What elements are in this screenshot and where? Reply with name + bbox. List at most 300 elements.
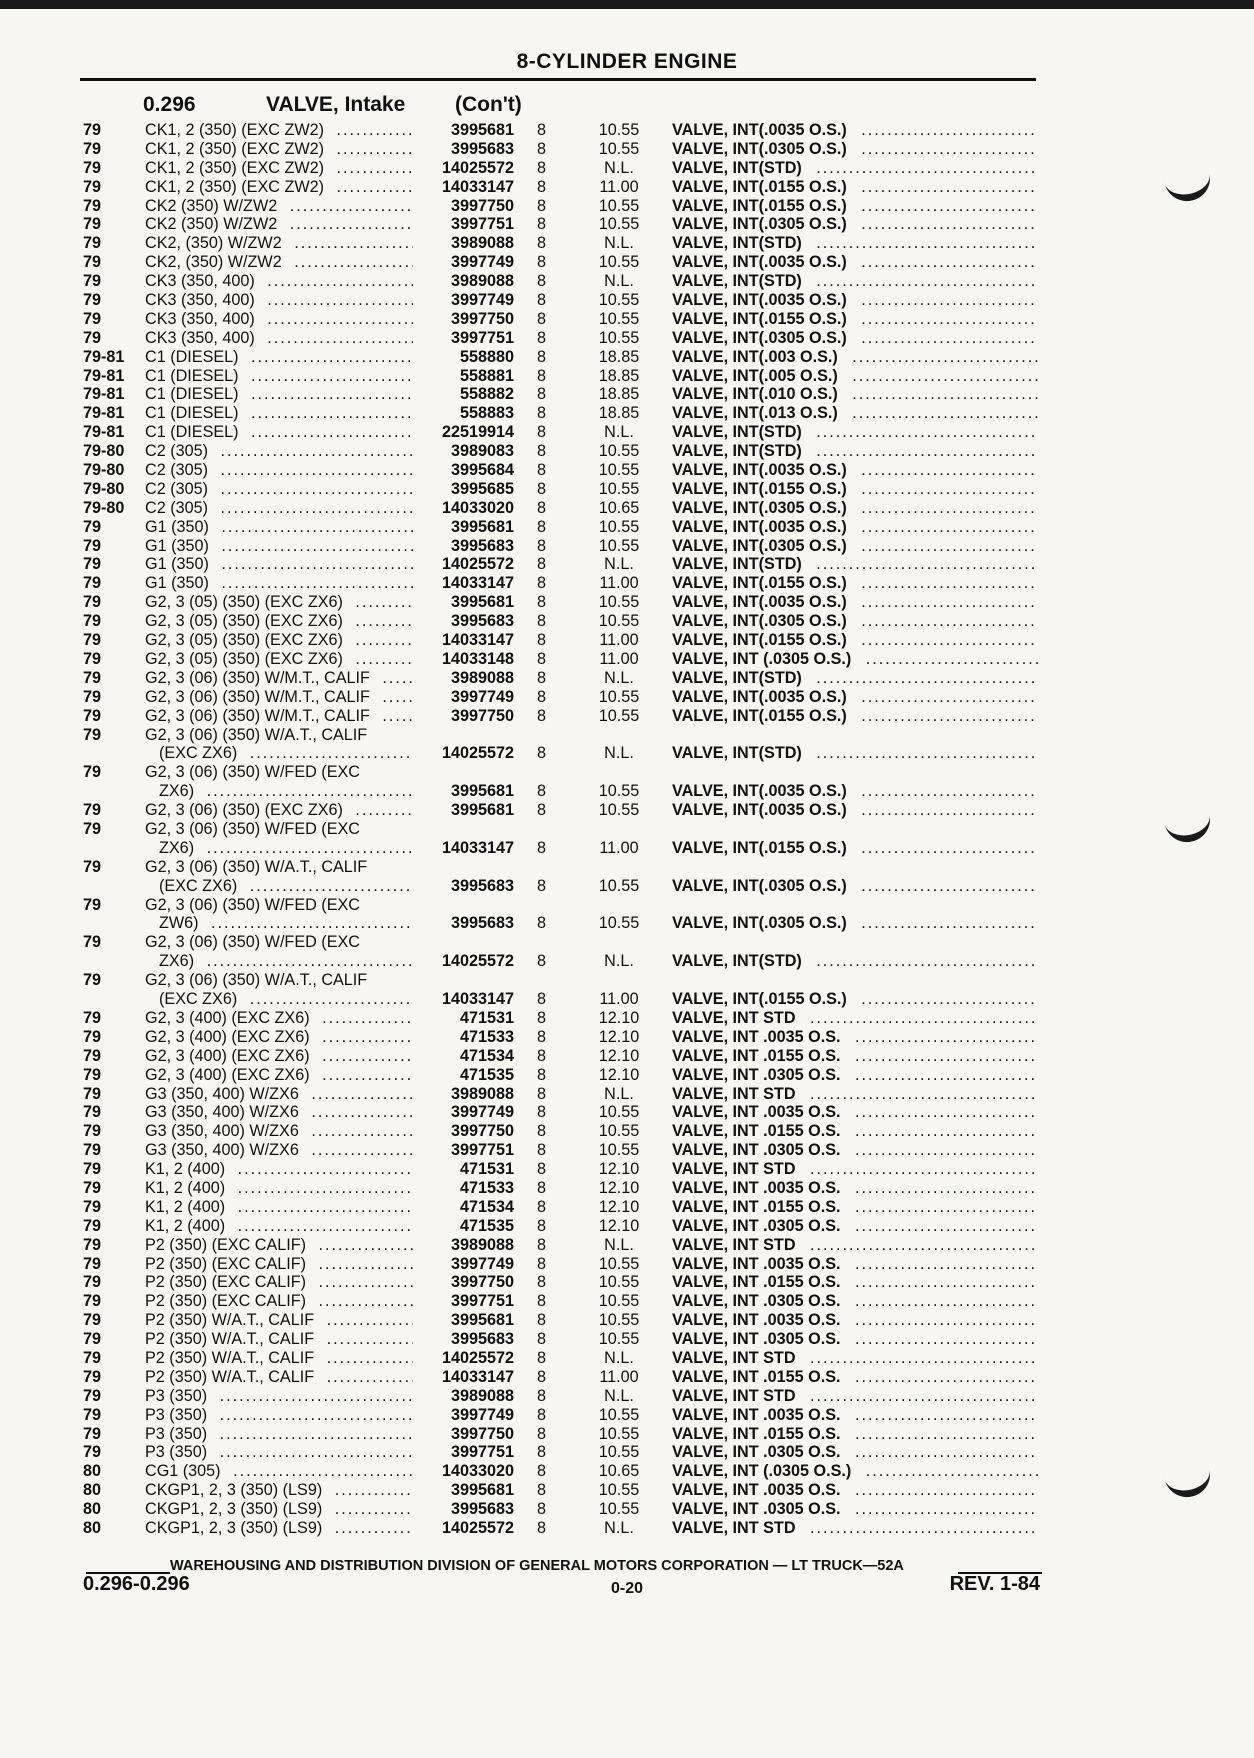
row-quantity: 8 bbox=[537, 272, 547, 291]
table-row bbox=[0, 423, 1254, 442]
row-part-number: 14033147 bbox=[441, 990, 514, 1009]
section-code: 0.296 bbox=[143, 93, 196, 116]
row-model: G2, 3 (06) (350) W/FED (EXC bbox=[145, 933, 413, 952]
row-part-number: 3997749 bbox=[450, 1405, 514, 1424]
top-border-rule bbox=[0, 0, 1254, 9]
row-price: 10.55 bbox=[598, 593, 640, 612]
row-quantity: 8 bbox=[537, 990, 547, 1009]
table-row bbox=[0, 537, 1254, 556]
row-model: G3 (350, 400) W/ZX6 ..... bbox=[145, 1085, 413, 1104]
row-model: CKGP1, 2, 3 (350) (LS9) ..... bbox=[145, 1500, 413, 1519]
row-quantity: 8 bbox=[537, 366, 547, 385]
row-quantity: 8 bbox=[537, 442, 547, 461]
row-year: 79 bbox=[83, 517, 102, 536]
row-model: P2 (350) W/A.T., CALIF ..... bbox=[145, 1349, 413, 1368]
row-description: VALVE, INT(.0155 O.S.) ..... bbox=[672, 839, 1038, 858]
row-price: 10.55 bbox=[598, 1424, 640, 1443]
row-price: 10.55 bbox=[598, 461, 640, 480]
row-year: 79 bbox=[83, 121, 102, 139]
table-row bbox=[0, 253, 1254, 272]
row-year: 79 bbox=[83, 177, 102, 196]
row-year: 79 bbox=[83, 706, 102, 725]
row-year: 79 bbox=[83, 895, 102, 914]
row-model: G2, 3 (06) (350) W/FED (EXC bbox=[145, 820, 413, 839]
row-price: N.L. bbox=[604, 555, 634, 574]
row-quantity: 8 bbox=[537, 555, 547, 574]
row-part-number: 3997749 bbox=[450, 291, 514, 310]
row-year: 79 bbox=[83, 1273, 102, 1292]
row-quantity: 8 bbox=[537, 1367, 547, 1386]
table-row bbox=[0, 178, 1254, 197]
row-quantity: 8 bbox=[537, 1386, 547, 1405]
row-quantity: 8 bbox=[537, 1084, 547, 1103]
row-model: G2, 3 (400) (EXC ZX6) ..... bbox=[145, 1028, 413, 1047]
row-model: CK3 (350, 400) ..... bbox=[145, 272, 413, 291]
row-model: CK1, 2 (350) (EXC ZW2) ..... bbox=[145, 121, 413, 140]
row-quantity: 8 bbox=[537, 121, 547, 139]
row-year: 79 bbox=[83, 1254, 102, 1273]
row-part-number: 3997749 bbox=[450, 253, 514, 272]
row-description: VALVE, INT(.005 O.S.) ..... bbox=[672, 367, 1038, 386]
row-model: G2, 3 (400) (EXC ZX6) ..... bbox=[145, 1066, 413, 1085]
row-part-number: 14033020 bbox=[441, 498, 514, 517]
row-part-number: 14025572 bbox=[441, 555, 514, 574]
row-price: 10.55 bbox=[598, 1292, 640, 1311]
row-price: 10.55 bbox=[598, 1311, 640, 1330]
row-description: VALVE, INT(STD) ..... bbox=[672, 744, 1038, 763]
row-description: VALVE, INT .0035 O.S. ..... bbox=[672, 1406, 1038, 1425]
row-quantity: 8 bbox=[537, 1178, 547, 1197]
row-model: G1 (350) ..... bbox=[145, 574, 413, 593]
row-year: 79-81 bbox=[83, 385, 125, 404]
row-model: CK3 (350, 400) ..... bbox=[145, 291, 413, 310]
row-price: 10.55 bbox=[598, 536, 640, 555]
table-row bbox=[0, 1160, 1254, 1179]
row-price: N.L. bbox=[604, 1386, 634, 1405]
row-description: VALVE, INT(STD) ..... bbox=[672, 159, 1038, 178]
row-part-number: 3997750 bbox=[450, 1122, 514, 1141]
row-part-number: 3995681 bbox=[450, 801, 514, 820]
row-model: C2 (305) ..... bbox=[145, 480, 413, 499]
row-year: 79 bbox=[83, 1443, 102, 1462]
row-model: G2, 3 (05) (350) (EXC ZX6) ..... bbox=[145, 593, 413, 612]
row-quantity: 8 bbox=[537, 1254, 547, 1273]
row-year: 79 bbox=[83, 1367, 102, 1386]
row-quantity: 8 bbox=[537, 1065, 547, 1084]
row-description: VALVE, INT(STD) ..... bbox=[672, 234, 1038, 253]
row-quantity: 8 bbox=[537, 1027, 547, 1046]
table-row bbox=[0, 1406, 1254, 1425]
table-row bbox=[0, 272, 1254, 291]
row-model: CK2 (350) W/ZW2 ..... bbox=[145, 215, 413, 234]
row-price: N.L. bbox=[604, 744, 634, 763]
row-quantity: 8 bbox=[537, 744, 547, 763]
table-row bbox=[0, 499, 1254, 518]
table-row bbox=[0, 1009, 1254, 1028]
page-title: 8-CYLINDER ENGINE bbox=[516, 50, 738, 73]
row-year: 79 bbox=[83, 971, 102, 990]
table-row bbox=[0, 215, 1254, 234]
row-description: VALVE, INT(.0155 O.S.) ..... bbox=[672, 990, 1038, 1009]
row-part-number: 14033148 bbox=[441, 649, 514, 668]
section-continued: (Con't) bbox=[455, 93, 522, 116]
row-part-number: 14033147 bbox=[441, 1367, 514, 1386]
row-year: 79 bbox=[83, 1216, 102, 1235]
row-part-number: 3997750 bbox=[450, 309, 514, 328]
row-price: 11.00 bbox=[599, 990, 639, 1009]
row-description: VALVE, INT .0155 O.S. ..... bbox=[672, 1198, 1038, 1217]
row-model: G2, 3 (06) (350) W/M.T., CALIF ..... bbox=[145, 669, 413, 688]
row-price: 10.55 bbox=[598, 139, 640, 158]
row-quantity: 8 bbox=[537, 423, 547, 442]
row-description: VALVE, INT(.0155 O.S.) ..... bbox=[672, 480, 1038, 499]
table-row bbox=[0, 518, 1254, 537]
row-quantity: 8 bbox=[537, 1330, 547, 1349]
row-quantity: 8 bbox=[537, 1500, 547, 1519]
row-quantity: 8 bbox=[537, 706, 547, 725]
row-price: N.L. bbox=[604, 423, 634, 442]
row-quantity: 8 bbox=[537, 215, 547, 234]
row-year: 79 bbox=[83, 1424, 102, 1443]
footer-range: 0.296-0.296 bbox=[83, 1573, 190, 1595]
row-model: K1, 2 (400) ..... bbox=[145, 1179, 413, 1198]
row-part-number: 558880 bbox=[459, 347, 514, 366]
row-year: 79 bbox=[83, 725, 102, 744]
row-quantity: 8 bbox=[537, 914, 547, 933]
row-description: VALVE, INT(.0155 O.S.) ..... bbox=[672, 178, 1038, 197]
row-year: 80 bbox=[83, 1481, 102, 1500]
table-row bbox=[0, 1103, 1254, 1122]
row-year: 79 bbox=[83, 1178, 102, 1197]
row-quantity: 8 bbox=[537, 574, 547, 593]
row-part-number: 3989088 bbox=[450, 1084, 514, 1103]
row-model: P2 (350) (EXC CALIF) ..... bbox=[145, 1292, 413, 1311]
table-row bbox=[0, 1273, 1254, 1292]
row-part-number: 3989088 bbox=[450, 272, 514, 291]
table-row bbox=[0, 1425, 1254, 1444]
row-price: 10.55 bbox=[598, 876, 640, 895]
row-part-number: 14033147 bbox=[441, 631, 514, 650]
row-description: VALVE, INT(STD) ..... bbox=[672, 423, 1038, 442]
row-description: VALVE, INT .0305 O.S. ..... bbox=[672, 1500, 1038, 1519]
row-part-number: 3995681 bbox=[450, 1311, 514, 1330]
row-description: VALVE, INT STD ..... bbox=[672, 1085, 1038, 1104]
row-model: P2 (350) W/A.T., CALIF ..... bbox=[145, 1330, 413, 1349]
row-part-number: 3995683 bbox=[450, 876, 514, 895]
row-year: 79 bbox=[83, 1027, 102, 1046]
table-row bbox=[0, 404, 1254, 423]
table-row bbox=[0, 1047, 1254, 1066]
table-row bbox=[0, 669, 1254, 688]
row-part-number: 3997751 bbox=[450, 328, 514, 347]
row-year: 79 bbox=[83, 1065, 102, 1084]
row-model: G2, 3 (05) (350) (EXC ZX6) ..... bbox=[145, 631, 413, 650]
row-year: 79-81 bbox=[83, 404, 125, 423]
row-year: 79 bbox=[83, 631, 102, 650]
table-row bbox=[0, 442, 1254, 461]
row-part-number: 3989088 bbox=[450, 1386, 514, 1405]
row-year: 80 bbox=[83, 1519, 102, 1538]
row-description: VALVE, INT(.0305 O.S.) ..... bbox=[672, 877, 1038, 896]
table-row bbox=[0, 348, 1254, 367]
row-part-number: 14033147 bbox=[441, 177, 514, 196]
row-quantity: 8 bbox=[537, 517, 547, 536]
row-part-number: 3989088 bbox=[450, 1235, 514, 1254]
row-description: VALVE, INT(STD) ..... bbox=[672, 272, 1038, 291]
table-row bbox=[0, 858, 1254, 896]
row-price: 10.55 bbox=[598, 1103, 640, 1122]
row-price: 10.55 bbox=[598, 479, 640, 498]
row-quantity: 8 bbox=[537, 1292, 547, 1311]
row-quantity: 8 bbox=[537, 952, 547, 971]
row-part-number: 22519914 bbox=[441, 423, 514, 442]
table-row bbox=[0, 1462, 1254, 1481]
row-price: 10.55 bbox=[598, 706, 640, 725]
row-year: 79 bbox=[83, 1046, 102, 1065]
row-year: 79 bbox=[83, 1405, 102, 1424]
row-quantity: 8 bbox=[537, 1481, 547, 1500]
row-model: G3 (350, 400) W/ZX6 ..... bbox=[145, 1141, 413, 1160]
row-price: 11.00 bbox=[599, 1367, 639, 1386]
row-model: CKGP1, 2, 3 (350) (LS9) ..... bbox=[145, 1519, 413, 1538]
row-quantity: 8 bbox=[537, 253, 547, 272]
table-row bbox=[0, 574, 1254, 593]
row-model: C1 (DIESEL) ..... bbox=[145, 348, 413, 367]
row-price: 10.55 bbox=[598, 215, 640, 234]
row-price: 12.10 bbox=[598, 1065, 640, 1084]
footer-revision: REV. 1-84 bbox=[949, 1573, 1040, 1595]
footer-page-number: 0-20 bbox=[610, 1580, 644, 1597]
row-model: CK1, 2 (350) (EXC ZW2) ..... bbox=[145, 140, 413, 159]
row-quantity: 8 bbox=[537, 1103, 547, 1122]
row-model-cont: (EXC ZX6) ..... bbox=[145, 744, 413, 763]
row-model: K1, 2 (400) ..... bbox=[145, 1217, 413, 1236]
row-quantity: 8 bbox=[537, 1046, 547, 1065]
row-price: 11.00 bbox=[599, 838, 639, 857]
row-part-number: 3995681 bbox=[450, 517, 514, 536]
table-row bbox=[0, 612, 1254, 631]
row-price: 10.55 bbox=[598, 687, 640, 706]
row-price: 18.85 bbox=[598, 404, 640, 423]
row-quantity: 8 bbox=[537, 385, 547, 404]
row-model: G2, 3 (05) (350) (EXC ZX6) ..... bbox=[145, 650, 413, 669]
row-part-number: 3997751 bbox=[450, 1141, 514, 1160]
table-row bbox=[0, 1368, 1254, 1387]
table-row bbox=[0, 1255, 1254, 1274]
row-year: 79 bbox=[83, 801, 102, 820]
row-description: VALVE, INT(STD) ..... bbox=[672, 555, 1038, 574]
row-description: VALVE, INT(.0305 O.S.) ..... bbox=[672, 329, 1038, 348]
row-description: VALVE, INT STD ..... bbox=[672, 1349, 1038, 1368]
row-model: G2, 3 (400) (EXC ZX6) ..... bbox=[145, 1009, 413, 1028]
row-part-number: 3997750 bbox=[450, 706, 514, 725]
row-year: 80 bbox=[83, 1462, 102, 1481]
row-description: VALVE, INT .0305 O.S. ..... bbox=[672, 1141, 1038, 1160]
row-year: 80 bbox=[83, 1500, 102, 1519]
row-model: C1 (DIESEL) ..... bbox=[145, 404, 413, 423]
row-year: 79 bbox=[83, 272, 102, 291]
row-year: 79 bbox=[83, 1292, 102, 1311]
row-price: 18.85 bbox=[598, 347, 640, 366]
row-description: VALVE, INT(.0035 O.S.) ..... bbox=[672, 801, 1038, 820]
row-description: VALVE, INT STD ..... bbox=[672, 1009, 1038, 1028]
table-row bbox=[0, 480, 1254, 499]
table-row bbox=[0, 650, 1254, 669]
row-part-number: 3997749 bbox=[450, 687, 514, 706]
row-quantity: 8 bbox=[537, 649, 547, 668]
row-model: G3 (350, 400) W/ZX6 ..... bbox=[145, 1103, 413, 1122]
table-row bbox=[0, 726, 1254, 764]
row-price: N.L. bbox=[604, 1519, 634, 1538]
row-description: VALVE, INT .0155 O.S. ..... bbox=[672, 1122, 1038, 1141]
row-model: C2 (305) ..... bbox=[145, 499, 413, 518]
row-price: 10.55 bbox=[598, 517, 640, 536]
table-row bbox=[0, 1198, 1254, 1217]
row-price: 11.00 bbox=[599, 574, 639, 593]
row-quantity: 8 bbox=[537, 139, 547, 158]
row-description: VALVE, INT(.010 O.S.) ..... bbox=[672, 385, 1038, 404]
row-part-number: 471531 bbox=[459, 1160, 514, 1179]
row-price: N.L. bbox=[604, 1084, 634, 1103]
row-year: 79 bbox=[83, 1160, 102, 1179]
row-part-number: 14025572 bbox=[441, 1519, 514, 1538]
row-model: G2, 3 (06) (350) W/M.T., CALIF ..... bbox=[145, 707, 413, 726]
row-description: VALVE, INT(.0305 O.S.) ..... bbox=[672, 914, 1038, 933]
row-quantity: 8 bbox=[537, 1160, 547, 1179]
row-year: 79 bbox=[83, 668, 102, 687]
row-quantity: 8 bbox=[537, 536, 547, 555]
row-model-cont: ZX6) ..... bbox=[145, 952, 413, 971]
table-row bbox=[0, 1141, 1254, 1160]
row-quantity: 8 bbox=[537, 1141, 547, 1160]
row-description: VALVE, INT .0155 O.S. ..... bbox=[672, 1368, 1038, 1387]
row-description: VALVE, INT(.0155 O.S.) ..... bbox=[672, 310, 1038, 329]
row-year: 79 bbox=[83, 536, 102, 555]
row-quantity: 8 bbox=[537, 687, 547, 706]
row-part-number: 3995681 bbox=[450, 1481, 514, 1500]
row-description: VALVE, INT STD ..... bbox=[672, 1160, 1038, 1179]
row-price: 12.10 bbox=[598, 1160, 640, 1179]
row-price: N.L. bbox=[604, 272, 634, 291]
row-price: N.L. bbox=[604, 158, 634, 177]
table-row bbox=[0, 1330, 1254, 1349]
table-row bbox=[0, 121, 1254, 140]
table-row bbox=[0, 1028, 1254, 1047]
table-row bbox=[0, 385, 1254, 404]
table-row bbox=[0, 1179, 1254, 1198]
row-model: G3 (350, 400) W/ZX6 ..... bbox=[145, 1122, 413, 1141]
row-part-number: 3997751 bbox=[450, 1292, 514, 1311]
row-description: VALVE, INT STD ..... bbox=[672, 1236, 1038, 1255]
table-row bbox=[0, 310, 1254, 329]
row-year: 79 bbox=[83, 763, 102, 782]
row-year: 79 bbox=[83, 1122, 102, 1141]
row-description: VALVE, INT .0155 O.S. ..... bbox=[672, 1425, 1038, 1444]
row-description: VALVE, INT .0035 O.S. ..... bbox=[672, 1481, 1038, 1500]
table-row bbox=[0, 801, 1254, 820]
row-part-number: 14033020 bbox=[441, 1462, 514, 1481]
row-price: 10.55 bbox=[598, 328, 640, 347]
row-year: 79 bbox=[83, 687, 102, 706]
row-part-number: 558882 bbox=[459, 385, 514, 404]
row-description: VALVE, INT(.0035 O.S.) ..... bbox=[672, 461, 1038, 480]
row-price: 12.10 bbox=[598, 1027, 640, 1046]
row-year: 79 bbox=[83, 1386, 102, 1405]
row-price: 10.55 bbox=[598, 309, 640, 328]
footer-division: WAREHOUSING AND DISTRIBUTION DIVISION OF GENERAL MOTORS CORPORATION — LT TRUCK—52A bbox=[170, 1558, 904, 1574]
row-model: CK2 (350) W/ZW2 ..... bbox=[145, 197, 413, 216]
row-description: VALVE, INT .0305 O.S. ..... bbox=[672, 1330, 1038, 1349]
row-price: 10.55 bbox=[598, 1122, 640, 1141]
row-year: 79 bbox=[83, 933, 102, 952]
row-price: 10.55 bbox=[598, 291, 640, 310]
row-part-number: 3997749 bbox=[450, 1103, 514, 1122]
row-description: VALVE, INT(.0155 O.S.) ..... bbox=[672, 197, 1038, 216]
row-year: 79 bbox=[83, 574, 102, 593]
row-description: VALVE, INT .0305 O.S. ..... bbox=[672, 1217, 1038, 1236]
table-row bbox=[0, 140, 1254, 159]
row-price: 10.55 bbox=[598, 1141, 640, 1160]
table-row bbox=[0, 1500, 1254, 1519]
row-model: C2 (305) ..... bbox=[145, 461, 413, 480]
row-description: VALVE, INT(.003 O.S.) ..... bbox=[672, 348, 1038, 367]
row-model: CK3 (350, 400) ..... bbox=[145, 329, 413, 348]
row-year: 79-81 bbox=[83, 347, 125, 366]
table-row bbox=[0, 555, 1254, 574]
row-price: 12.10 bbox=[598, 1008, 640, 1027]
row-quantity: 8 bbox=[537, 1122, 547, 1141]
row-year: 79 bbox=[83, 593, 102, 612]
row-description: VALVE, INT(.0035 O.S.) ..... bbox=[672, 253, 1038, 272]
row-price: N.L. bbox=[604, 1235, 634, 1254]
row-quantity: 8 bbox=[537, 1235, 547, 1254]
row-price: 12.10 bbox=[598, 1178, 640, 1197]
table-row bbox=[0, 1519, 1254, 1538]
row-year: 79 bbox=[83, 1197, 102, 1216]
row-part-number: 3995683 bbox=[450, 612, 514, 631]
row-price: 10.55 bbox=[598, 1443, 640, 1462]
row-quantity: 8 bbox=[537, 1008, 547, 1027]
row-description: VALVE, INT(.0035 O.S.) ..... bbox=[672, 782, 1038, 801]
row-quantity: 8 bbox=[537, 404, 547, 423]
table-row bbox=[0, 1236, 1254, 1255]
row-price: 10.55 bbox=[598, 1254, 640, 1273]
row-quantity: 8 bbox=[537, 801, 547, 820]
row-quantity: 8 bbox=[537, 309, 547, 328]
row-price: N.L. bbox=[604, 1349, 634, 1367]
row-quantity: 8 bbox=[537, 593, 547, 612]
row-price: 10.55 bbox=[598, 1273, 640, 1292]
row-year: 79 bbox=[83, 234, 102, 253]
row-model: P3 (350) ..... bbox=[145, 1406, 413, 1425]
row-description: VALVE, INT .0305 O.S. ..... bbox=[672, 1292, 1038, 1311]
row-year: 79 bbox=[83, 1330, 102, 1349]
row-year: 79-80 bbox=[83, 479, 125, 498]
row-description: VALVE, INT .0155 O.S. ..... bbox=[672, 1047, 1038, 1066]
row-part-number: 3997750 bbox=[450, 1424, 514, 1443]
row-year: 79-81 bbox=[83, 423, 125, 442]
row-year: 79 bbox=[83, 328, 102, 347]
row-description: VALVE, INT .0035 O.S. ..... bbox=[672, 1179, 1038, 1198]
row-description: VALVE, INT(STD) ..... bbox=[672, 952, 1038, 971]
row-description: VALVE, INT .0035 O.S. ..... bbox=[672, 1255, 1038, 1274]
row-part-number: 471534 bbox=[459, 1197, 514, 1216]
row-description: VALVE, INT(.0035 O.S.) ..... bbox=[672, 518, 1038, 537]
row-price: 10.55 bbox=[598, 1330, 640, 1349]
table-row bbox=[0, 593, 1254, 612]
row-year: 79 bbox=[83, 253, 102, 272]
row-part-number: 14025572 bbox=[441, 952, 514, 971]
